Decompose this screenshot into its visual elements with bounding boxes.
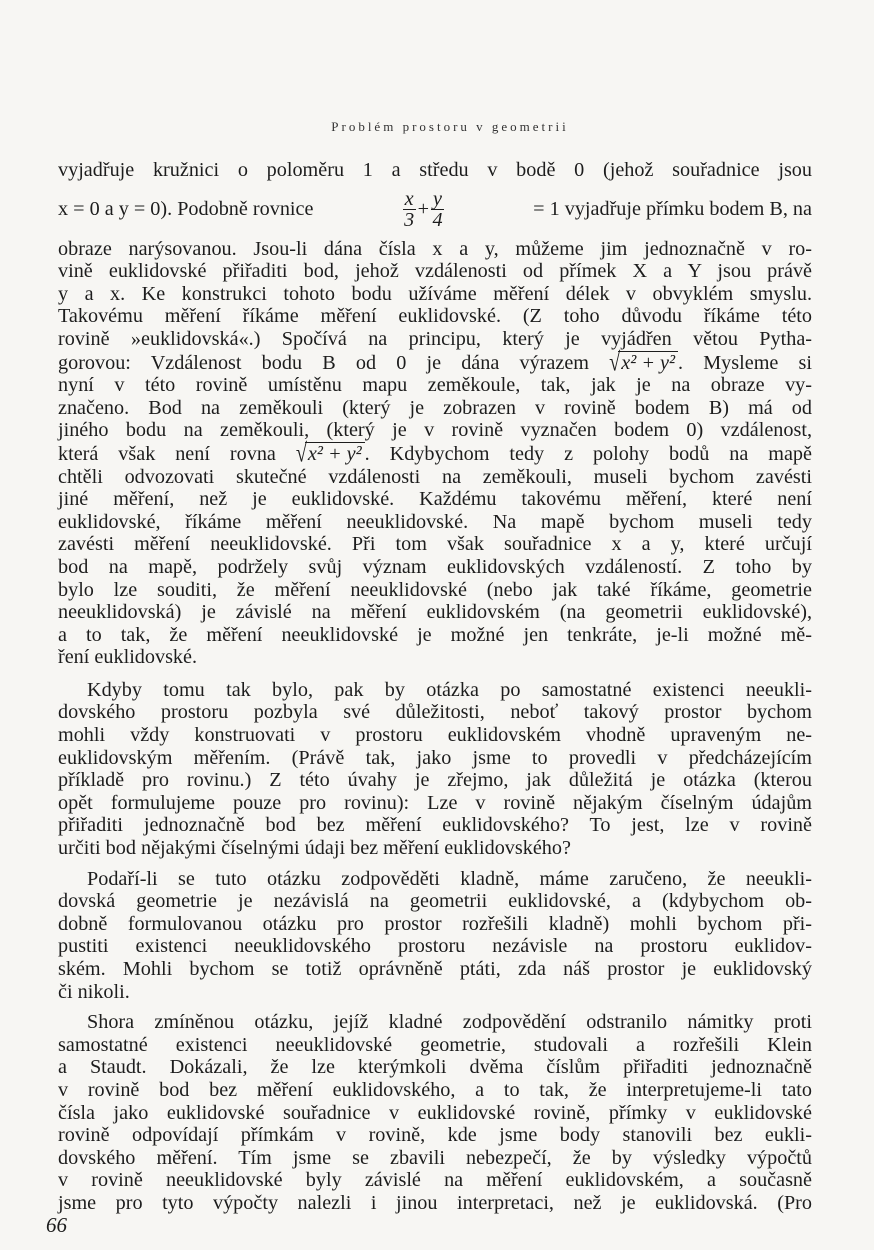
equation-prefix: x = 0 a y = 0). Podobně rovnice xyxy=(58,198,314,221)
page-number: 66 xyxy=(46,1213,67,1237)
text-segment: . Kdybychom tedy z polohy bodů na mapě xyxy=(364,442,812,465)
text-line: přiřaditi jednoznačně bod bez měření euklidovského? To jest, lze v rovině xyxy=(58,814,812,837)
text-segment: která však není rovna xyxy=(58,442,276,465)
text-line: neeuklidovská) je závislé na měření euklidovském (na geometrii euklidovské), xyxy=(58,601,812,624)
text-line: vině euklidovské přiřaditi bod, jehož vzdálenosti od přímek X a Y jsou právě xyxy=(58,260,812,283)
text-line: bod na mapě, podržely svůj význam euklidovských vzdáleností. Z toho by xyxy=(58,555,812,578)
text-line: samostatné existenci neeuklidovské geometrie, studovali a rozřešili Klein xyxy=(58,1033,812,1056)
fraction-numerator: y xyxy=(433,188,442,211)
equation-suffix: = 1 vyjadřuje přímku bodem B, na xyxy=(533,198,812,221)
text-line: bylo lze souditi, že měření neeuklidovské (nebo jak také říkáme, geometrie xyxy=(58,578,812,601)
text-line: jiné měření, než je euklidovské. Každému takovému měření, které není xyxy=(58,488,812,511)
text-line: vyjadřuje kružnici o poloměru 1 a středu v bodě 0 (jehož souřadnice jsou xyxy=(58,159,812,181)
fraction-denominator: 3 xyxy=(404,209,415,232)
text-line: Shora zmíněnou otázku, jejíž kladné zodpovědění odstranilo námitky proti xyxy=(87,1011,812,1034)
text-line: Kdyby tomu tak bylo, pak by otázka po samostatné existenci neeukli- xyxy=(87,678,812,701)
text-line: jsme pro tyto výpočty nalezli i jinou interpretaci, než je euklidovská. (Pro xyxy=(58,1191,812,1214)
text-segment: . Mysleme si xyxy=(678,351,812,374)
text-line: a to tak, že měření neeuklidovské je možné jen tenkráte, je-li možné mě- xyxy=(58,623,812,646)
paragraph-4 xyxy=(58,1011,812,1214)
text-line: ření euklidovské. xyxy=(58,646,198,669)
text-line: určiti bod nějakými číselnými údaji bez měření euklidovského? xyxy=(58,837,571,860)
text-segment: gorovou: Vzdálenost bodu B od 0 je dána výrazem xyxy=(58,351,589,374)
text-line: a Staudt. Dokázali, že lze kterýmkoli dvěma číslům přiřaditi jednoznačně xyxy=(58,1056,812,1079)
text-line: rovině odpovídají přímkám v rovině, kde jsme body stanovili bez eukli- xyxy=(58,1124,812,1147)
text-line: Takovému měření říkáme měření euklidovské. (Z toho důvodu říkáme této xyxy=(58,305,812,328)
fraction-x-over-3 xyxy=(403,189,416,230)
text-line: chtěli odvozovati skutečné vzdálenosti na zeměkouli, museli bychom zavésti xyxy=(58,465,812,488)
sqrt-expression xyxy=(295,439,365,469)
radical-sign: √ xyxy=(295,439,307,469)
text-line: značeno. Bod na zeměkouli (který je zobrazen v rovině bodem B) má od xyxy=(58,396,812,419)
text-line: dovského prostoru pozbyla své důležitosti, neboť takový prostor bychom xyxy=(58,701,812,724)
text-line: dovská geometrie je nezávislá na geometrii euklidovské, a (kdybychom ob- xyxy=(58,890,812,913)
text-line-with-sqrt xyxy=(58,439,812,469)
text-line: rovině »euklidovská«.) Spočívá na principu, který je vyjádřen větou Pytha- xyxy=(58,327,812,350)
text-line: dobně formulovanou otázku pro prostor rozřešili kladně) mohli bychom při- xyxy=(58,912,812,935)
text-line: obraze narýsovanou. Jsou-li dána čísla x a y, můžeme jim jednoznačně v ro- xyxy=(58,237,812,260)
text-line: dovského měření. Tím jsme se zbavili nebezpečí, že by výsledky výpočtů xyxy=(58,1146,812,1169)
text-line: zavésti měření neeuklidovské. Při tom však souřadnice x a y, které určují xyxy=(58,533,812,556)
fraction-y-over-4 xyxy=(431,189,444,230)
text-line: euklidovským měřením. (Právě tak, jako jsme to provedli v předcházejícím xyxy=(58,746,812,769)
text-line: pustiti existenci neeuklidovského prostoru nezávisle na prostoru euklidov- xyxy=(58,935,812,958)
text-line: Podaří-li se tuto otázku zodpověděti kladně, máme zaručeno, že neeukli- xyxy=(87,867,812,890)
radical-sign: √ xyxy=(609,348,621,377)
text-line: jiného bodu na zeměkouli, (který je v rovině vyznačen bodem 0) vzdálenost, xyxy=(58,419,812,442)
text-line: opět formulujeme pouze pro rovinu): Lze v rovině nějakým číselným údajům xyxy=(58,791,812,814)
equation xyxy=(401,189,446,230)
equation-line xyxy=(58,182,812,238)
text-line: y a x. Ke konstrukci tohoto bodu užíváme měření délek v obvyklém smyslu. xyxy=(58,282,812,305)
sqrt-expression xyxy=(609,348,678,377)
text-line: příkladě pro rovinu.) Z této úvahy je zřejmo, jak důležitá je otázka (kterou xyxy=(58,769,812,792)
fraction-denominator: 4 xyxy=(432,209,443,232)
text-line-with-sqrt xyxy=(58,348,812,377)
text-line: ském. Mohli bychom se totiž oprávněně ptáti, zda náš prostor je euklidovský xyxy=(58,958,812,980)
text-line: či nikoli. xyxy=(58,980,130,1003)
body-text xyxy=(58,159,812,1215)
text-line: nyní v této rovině umístěnu mapu zeměkoule, tak, jak je na obraze vy- xyxy=(58,374,812,397)
radicand: x² + y² xyxy=(618,351,678,375)
radicand: x² + y² xyxy=(305,442,365,466)
plus-sign: + xyxy=(417,198,429,221)
text-line: mohli vždy konstruovati v prostoru euklidovském vhodně upraveným ne- xyxy=(58,724,812,747)
text-line: euklidovské, říkáme měření neeuklidovské. Na mapě bychom museli tedy xyxy=(58,510,812,533)
paragraph-3 xyxy=(58,868,812,1004)
fraction-numerator: x xyxy=(404,188,414,211)
paragraph-2 xyxy=(58,679,812,860)
text-line: čísla jako euklidovské souřadnice v euklidovské rovině, přímky v euklidovské xyxy=(58,1101,812,1124)
text-line: v rovině bod bez měření euklidovského, a to tak, že interpretujeme-li tato xyxy=(58,1078,812,1101)
text-line: v rovině neeuklidovské byly závislé na měření euklidovském, a současně xyxy=(58,1169,812,1192)
paragraph-1 xyxy=(58,159,812,669)
running-header: Problém prostoru v geometrii xyxy=(331,119,569,134)
